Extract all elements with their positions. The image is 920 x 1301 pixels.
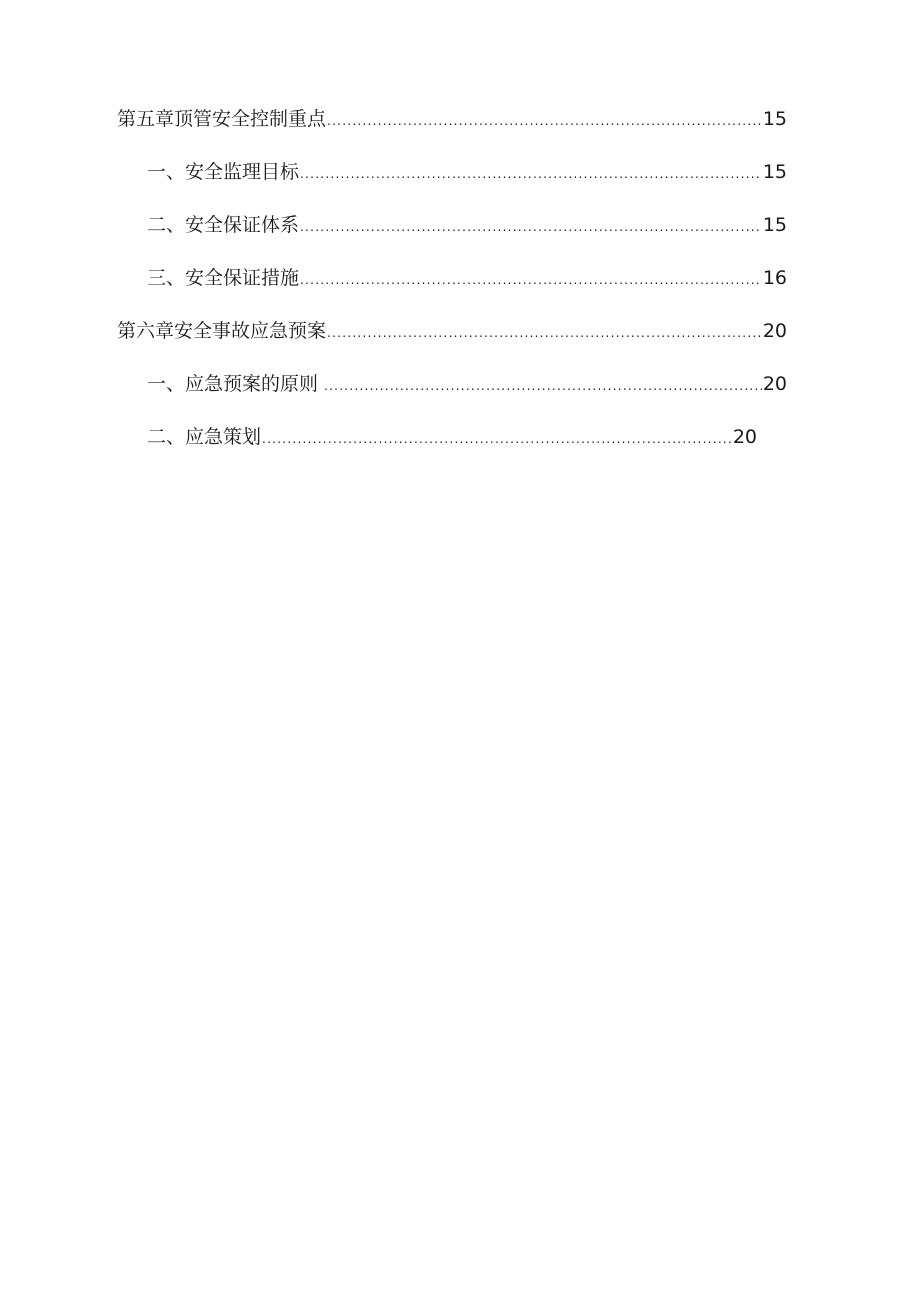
toc-dot-leader xyxy=(300,214,762,240)
toc-entry-chapter-6[interactable] xyxy=(117,318,787,344)
toc-entry-section-6-1[interactable] xyxy=(147,371,787,397)
toc-page-number: 16 xyxy=(762,267,787,289)
toc-page-number: 20 xyxy=(762,320,787,342)
toc-dot-leader xyxy=(327,320,762,346)
toc-entry-label: 三、安全保证措施 xyxy=(147,267,300,289)
toc-entry-label: 二、安全保证体系 xyxy=(147,214,300,236)
toc-dot-leader xyxy=(262,426,732,452)
toc-page-number: 15 xyxy=(762,108,787,130)
toc-entry-label: 第五章顶管安全控制重点 xyxy=(117,108,327,130)
toc-page-number: 15 xyxy=(762,161,787,183)
toc-dot-leader xyxy=(324,373,762,399)
toc-entry-section-5-3[interactable] xyxy=(147,265,787,291)
toc-dot-leader xyxy=(327,108,762,134)
toc-entry-label: 第六章安全事故应急预案 xyxy=(117,320,327,342)
toc-entry-label: 二、应急策划 xyxy=(147,426,262,448)
toc-entry-section-5-2[interactable] xyxy=(147,212,787,238)
toc-page-number: 20 xyxy=(762,373,787,395)
toc-dot-leader xyxy=(300,161,762,187)
toc-entry-chapter-5[interactable] xyxy=(117,106,787,132)
toc-entry-section-6-2[interactable] xyxy=(147,424,757,450)
toc-page-number: 20 xyxy=(732,426,757,448)
toc-dot-leader xyxy=(300,267,762,293)
toc-entry-section-5-1[interactable] xyxy=(147,159,787,185)
toc-entry-label: 一、安全监理目标 xyxy=(147,161,300,183)
toc-page-number: 15 xyxy=(762,214,787,236)
toc-entry-label: 一、应急预案的原则 xyxy=(147,373,319,395)
